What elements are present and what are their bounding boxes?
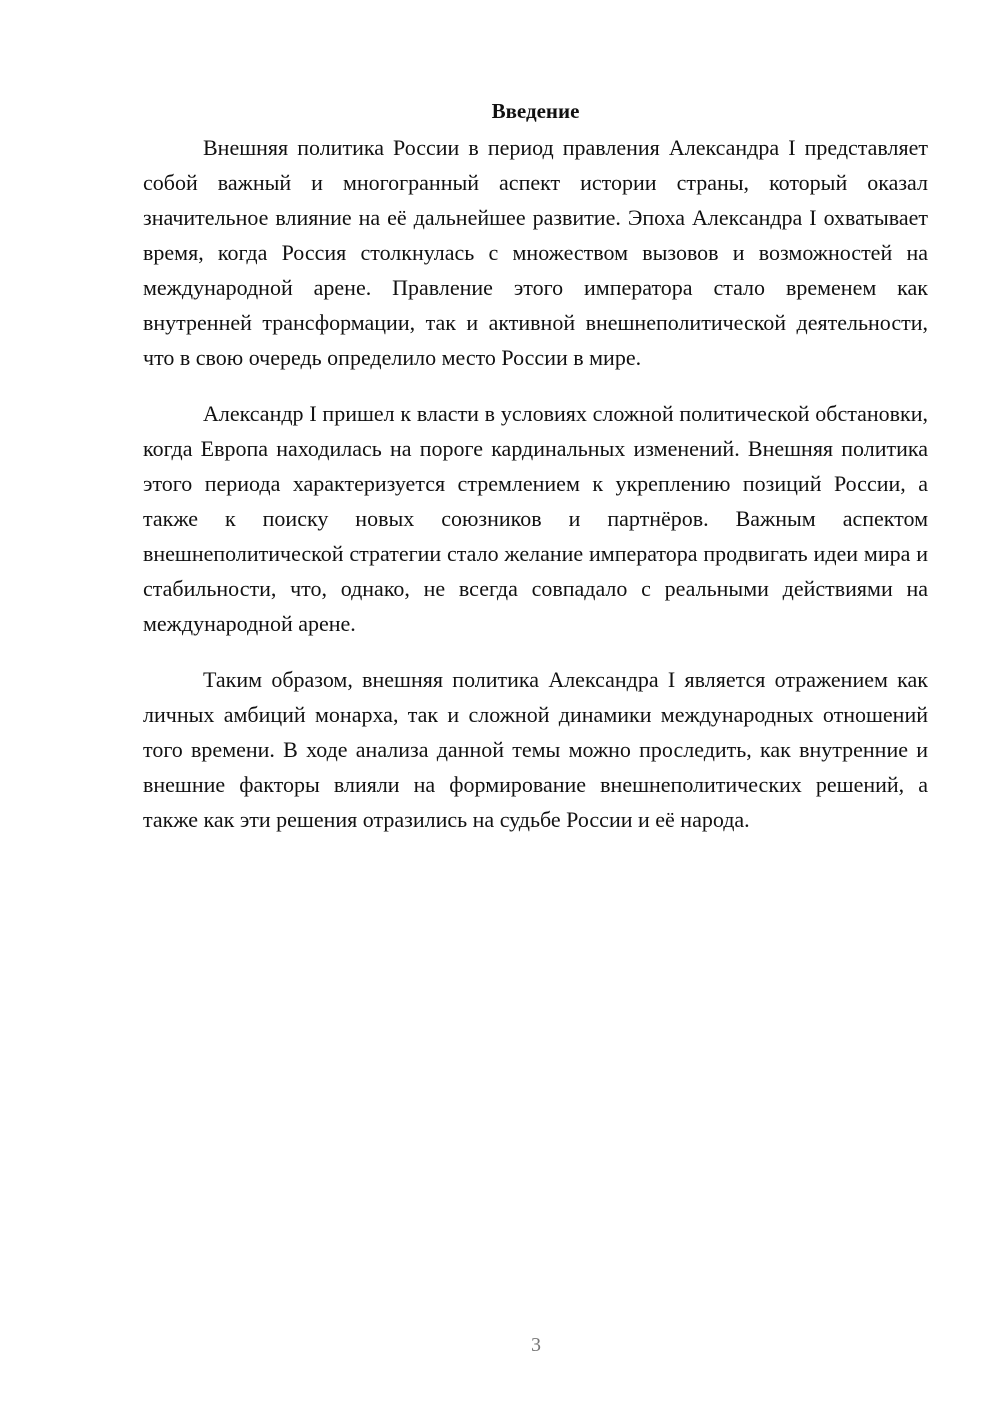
page-number: 3 (531, 1334, 541, 1356)
section-title: Введение (491, 99, 580, 123)
paragraph-1: Внешняя политика России в период правления Александра I представляет собой важный и многогранный аспект истории страны, который оказал значительное влияние на её дальнейшее развитие. Эпоха Александра I охватывает время, когда Россия столкнулась с множеством вызовов и возможностей на международной арене. Правление этого императора стало временем как внутренней трансформации, так и активной внешнеполитической деятельности, что в свою очередь определило место России в мире. (143, 135, 928, 370)
paragraph-2: Александр I пришел к власти в условиях сложной политической обстановки, когда Европа находилась на пороге кардинальных изменений. Внешняя политика этого периода характеризуется стремлением к укреплению позиций России, а также к поиску новых союзников и партнёров. Важным аспектом внешнеполитической стратегии стало желание императора продвигать идеи мира и стабильности, что, однако, не всегда совпадало с реальными действиями на международной арене. (143, 401, 928, 636)
page-content (143, 96, 928, 858)
paragraph-3: Таким образом, внешняя политика Александра I является отражением как личных амбиций монарха, так и сложной динамики международных отношений того времени. В ходе анализа данной темы можно проследить, как внутренние и внешние факторы влияли на формирование внешнеполитических решений, а также как эти решения отразились на судьбе России и её народа. (143, 667, 928, 832)
